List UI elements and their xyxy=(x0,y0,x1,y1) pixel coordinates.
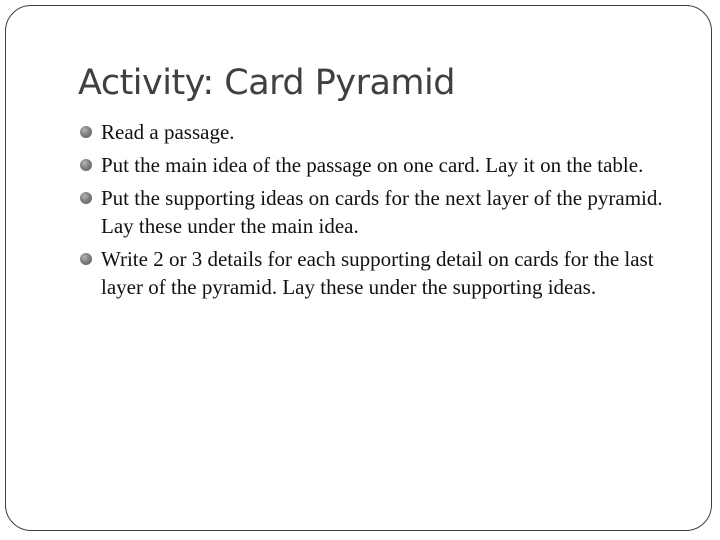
bullet-text: Write 2 or 3 details for each supporting detail on cards for the last layer of the pyramid. Lay these under the supporting ideas. xyxy=(101,247,654,299)
bullet-text: Read a passage. xyxy=(101,120,235,144)
bullet-item xyxy=(78,118,678,146)
bullet-item xyxy=(78,184,678,240)
bullet-icon xyxy=(80,253,92,265)
bullet-item xyxy=(78,245,678,301)
slide-title: Activity: Card Pyramid xyxy=(78,63,455,103)
bullet-list xyxy=(78,118,678,306)
bullet-text: Put the main idea of the passage on one card. Lay it on the table. xyxy=(101,153,644,177)
bullet-item xyxy=(78,151,678,179)
bullet-icon xyxy=(80,159,92,171)
bullet-icon xyxy=(80,192,92,204)
bullet-text: Put the supporting ideas on cards for the next layer of the pyramid. Lay these under the main idea. xyxy=(101,186,663,238)
bullet-icon xyxy=(80,126,92,138)
